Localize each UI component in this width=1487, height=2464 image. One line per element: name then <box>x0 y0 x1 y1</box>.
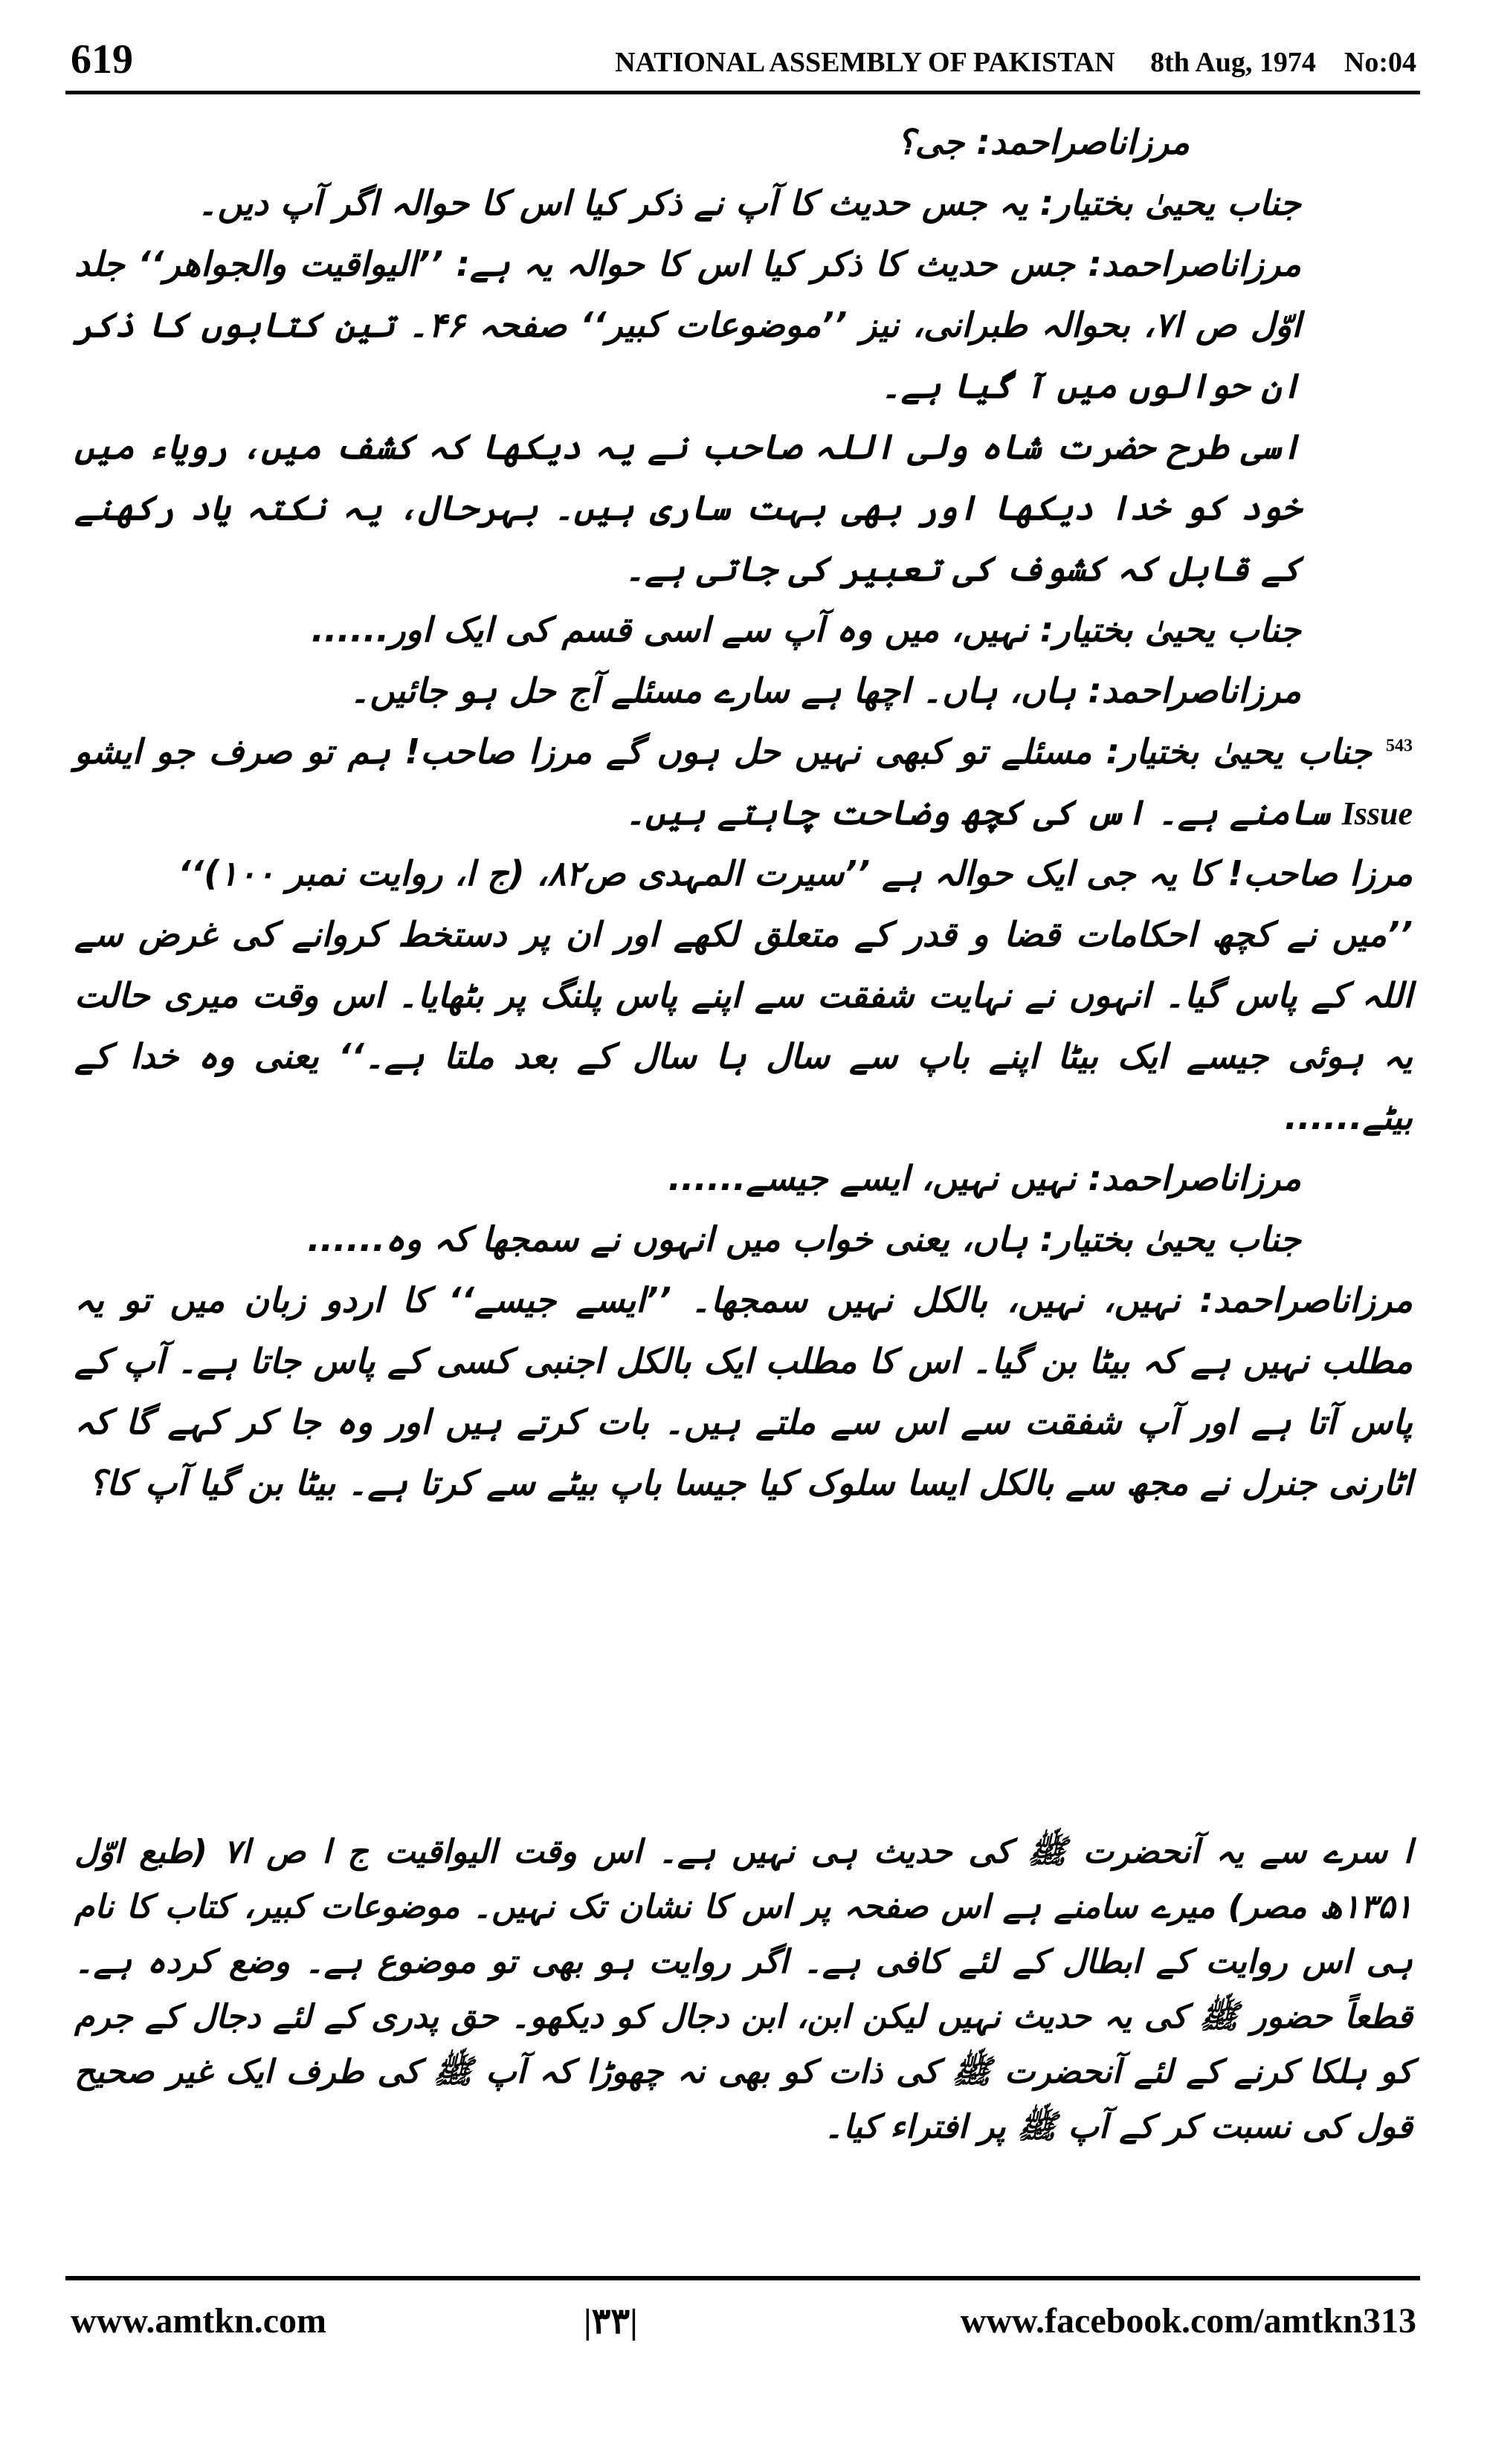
page-footer <box>71 2300 1416 2353</box>
header-divider <box>65 91 1420 94</box>
footer-divider <box>65 2276 1420 2280</box>
paragraph: مرزاناصراحمد: ہاں، ہاں۔ اچھا ہے سارے مسئلے آج حل ہو جائیں۔ <box>349 670 1301 711</box>
footnote-text: ا سرے سے یہ آنحضرت ﷺ کی حدیث ہی نہیں ہے۔ اس وقت الیواقیت ج ا ص ا۷ (طبع اوّل ۱۳۵۱ھ مصر) میرے سامنے ہے اس صفحہ پر اس کا نشان تک نہیں۔ موضوعات کبیر، کتاب کا نام ہی اس روایت کے ابطال کے لئے کافی ہے۔ اگر روایت ہو بھی تو موضوع ہے۔ وضع کردہ ہے۔ قطعاً حضور ﷺ کی یہ حدیث نہیں لیکن ابن، ابن دجال کو دیکھو۔ حق پدری کے لئے دجال کے جرم کو ہلکا کرنے کے لئے آنحضرت ﷺ کی ذات کو بھی نہ چھوڑا کہ آپ ﷺ کی طرف ایک غیر صحیح قول کی نسبت کر کے آپ ﷺ پر افتراء کیا۔ <box>74 1833 1413 2146</box>
header-title: NATIONAL ASSEMBLY OF PAKISTAN 8th Aug, 1974 No:04 <box>615 47 1416 78</box>
paragraph: اسی طرح حضرت شاہ ولی اللہ صاحب نے یہ دیکھا کہ کشف میں، رویاء میں خود کو خدا دیکھا اور بھی بہت ساری ہیں۔ بہرحال، یہ نکتہ یاد رکھنے کے قابل کہ کشوف کی تعبیر کی جاتی ہے۔ <box>74 427 1301 589</box>
paragraph: جناب یحییٰ بختیار: یہ جس حدیث کا آپ نے ذکر کیا اس کا حوالہ اگر آپ دیں۔ <box>197 183 1301 223</box>
paragraph-text: جناب یحییٰ بختیار: مسئلے تو کبھی نہیں حل ہوں گے مرزا صاحب! ہم تو صرف جو ایشو <box>74 731 1372 772</box>
transcript-body <box>74 111 1413 1814</box>
footer-page-label: |۳۳| <box>584 2302 638 2341</box>
paragraph: مرزاناصراحمد: جی؟ <box>897 122 1190 162</box>
quotation: ’’میں نے کچھ احکامات قضا و قدر کے متعلق لکھے اور ان پر دستخط کروانے کی غرض سے اللہ کے پاس گیا۔ انہوں نے نہایت شفقت سے اپنے پاس پلنگ پر بٹھایا۔ اس وقت میری حالت یہ ہوئی جیسے ایک بیٹا اپنے باپ سے سال ہا سال کے بعد ملتا ہے۔‘‘ یعنی وہ خدا کے بیٹے...... <box>74 914 1413 1137</box>
paragraph: مرزاناصراحمد: نہیں نہیں، ایسے جیسے...... <box>668 1158 1301 1198</box>
paragraph-text: سامنے ہے۔ اس کی کچھ وضاحت چاہتے ہیں۔ <box>625 792 1330 832</box>
footnote <box>74 1825 1413 2263</box>
page-number: 619 <box>71 36 133 83</box>
paragraph <box>74 721 1413 843</box>
footer-website-link[interactable]: www.amtkn.com <box>71 2301 326 2341</box>
paragraph: مرزا صاحب! کا یہ جی ایک حوالہ ہے ’’سیرت المہدی ص۸۲، (ج ا، روایت نمبر ۱۰۰)‘‘ <box>178 853 1413 893</box>
paragraph: مرزاناصراحمد: نہیں، نہیں، بالکل نہیں سمجھا۔ ’’ایسے جیسے‘‘ کا اردو زبان میں تو یہ مطلب نہیں ہے کہ بیٹا بن گیا۔ اس کا مطلب ایک بالکل اجنبی کسی کے پاس جاتا ہے۔ آپ کے پاس آتا ہے اور آپ شفقت سے اس سے ملتے ہیں۔ بات کرتے ہیں اور وہ جا کر کہے گا کہ اٹارنی جنرل نے مجھ سے بالکل ایسا سلوک کیا جیسا باپ بیٹے سے کرتا ہے۔ بیٹا بن گیا آپ کا؟ <box>74 1280 1413 1503</box>
latin-term: Issue <box>1341 795 1413 832</box>
page-header <box>71 36 1416 89</box>
page-marker: 543 <box>1386 736 1413 756</box>
paragraph: جناب یحییٰ بختیار: ہاں، یعنی خواب میں انہوں نے سمجھا کہ وہ...... <box>307 1219 1301 1259</box>
paragraph: جناب یحییٰ بختیار: نہیں، میں وہ آپ سے اسی قسم کی ایک اور...... <box>311 609 1301 650</box>
paragraph: مرزاناصراحمد: جس حدیث کا ذکر کیا اس کا حوالہ یہ ہے: ’’الیواقیت والجواھر‘‘ جلد اوّل ص ا۷، بحوالہ طبرانی، نیز ’’موضوعات کبیر‘‘ صفحہ ۴۶۔ تین کتابوں کا ذکر ان حوالوں میں آ گیا ہے۔ <box>74 244 1302 406</box>
footer-facebook-link[interactable]: www.facebook.com/amtkn313 <box>960 2301 1416 2341</box>
